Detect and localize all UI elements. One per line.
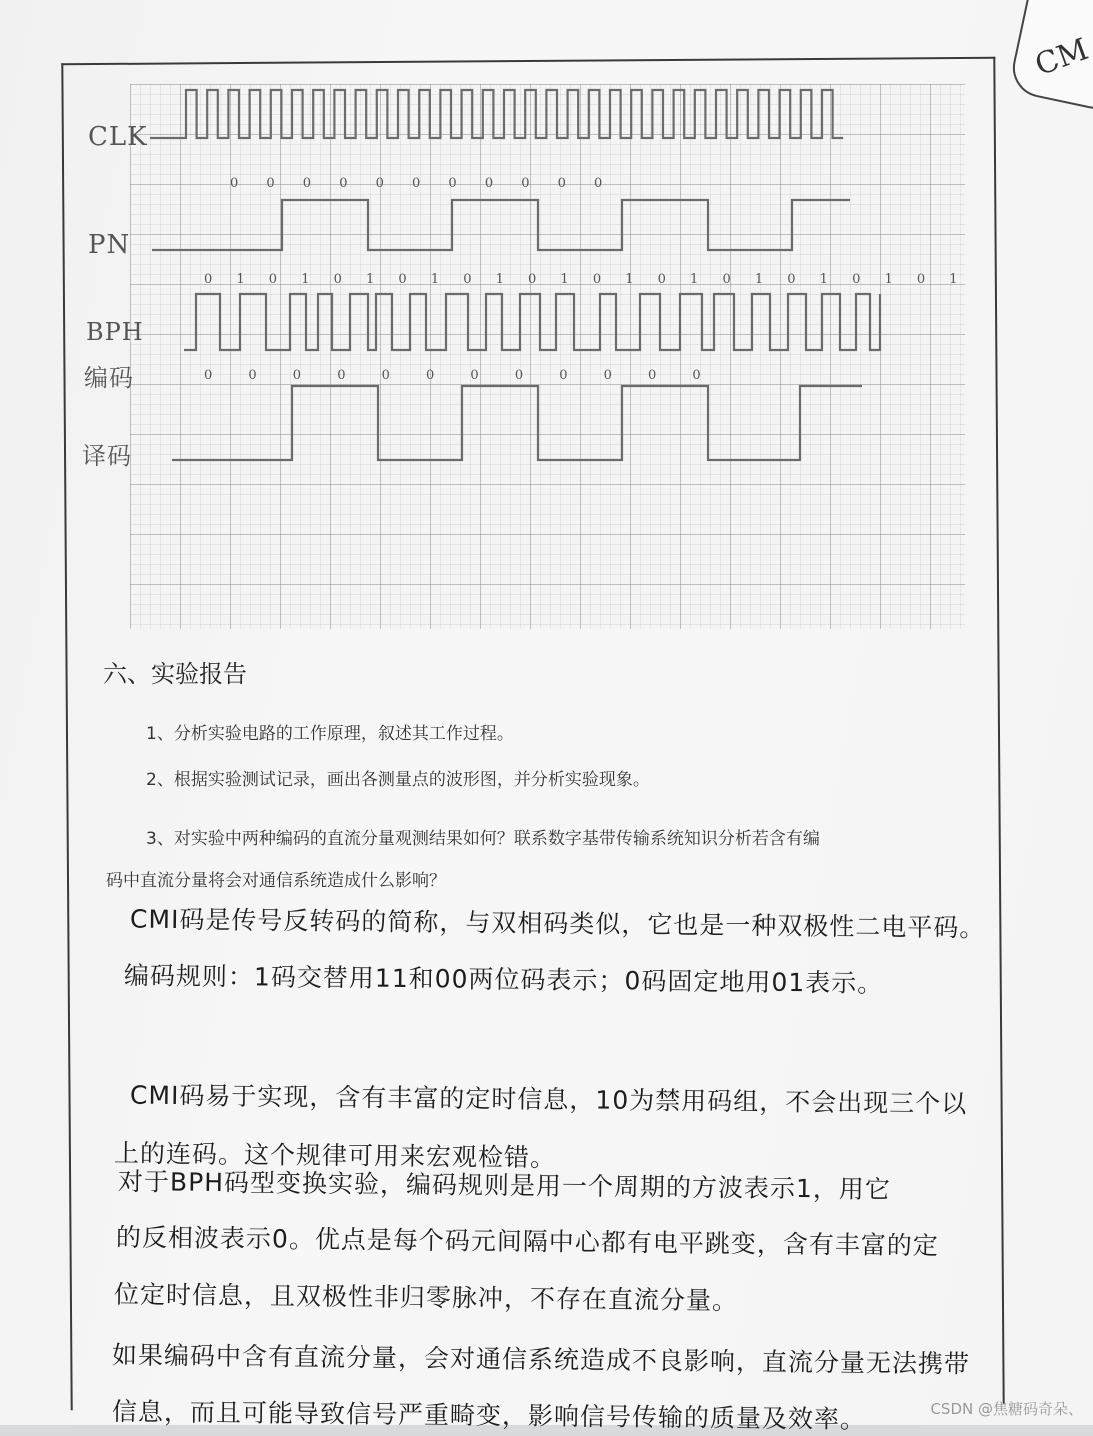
waveform-drawing: [0, 0, 1093, 640]
answer-line-7: 位定时信息，且双极性非归零脉冲，不存在直流分量。: [113, 1279, 739, 1316]
answer-line-4: 上的连码。这个规律可用来宏观检错。: [113, 1138, 557, 1173]
answer-line-1: CMI码是传号反转码的简称，与双相码类似，它也是一种双极性二电平码。: [129, 904, 986, 943]
answer-line-9: 信息，而且可能导致信号严重畸变，影响信号传输的质量及效率。: [111, 1397, 867, 1434]
bph-bit-marks: 0 1 0 1 0 1 0 1 0 1 0 1 0 1 0 1 0 1 0 1 0 1 0 1: [204, 272, 968, 287]
bph-label: BPH: [86, 318, 144, 346]
question-3-continued: 码中直流分量将会对通信系统造成什么影响？: [106, 871, 446, 891]
pn-label: PN: [88, 230, 131, 260]
pn-waveform: [152, 200, 850, 250]
answer-line-2: 编码规则：1码交替用11和00两位码表示；0码固定地用01表示。: [123, 961, 884, 998]
question-3: 3、对实验中两种编码的直流分量观测结果如何？联系数字基带传输系统知识分析若含有编: [146, 829, 820, 849]
question-1: 1、分析实验电路的工作原理，叙述其工作过程。: [146, 724, 514, 744]
decode-bit-marks: 0 0 0 0 0 0 0 0 0 0 0 0: [204, 368, 717, 383]
decode-label: 译码: [82, 442, 132, 470]
watermark: CSDN @焦糖码奇朵、: [930, 1400, 1083, 1418]
bph-waveform: [184, 294, 880, 350]
decode-waveform: [172, 386, 862, 460]
section-title: 六、实验报告: [103, 660, 247, 688]
bph-encode-label: 编码: [84, 364, 134, 392]
clk-waveform: [150, 90, 843, 138]
answer-line-5: 对于BPH码型变换实验，编码规则是用一个周期的方波表示1，用它: [117, 1166, 892, 1205]
answer-line-8: 如果编码中含有直流分量，会对通信系统造成不良影响，直流分量无法携带: [111, 1340, 971, 1379]
answer-line-3: CMI码易于实现，含有丰富的定时信息，10为禁用码组，不会出现三个以: [129, 1080, 968, 1119]
clk-label: CLK: [88, 122, 148, 152]
pn-bit-marks: 0 0 0 0 0 0 0 0 0 0 0: [230, 176, 615, 191]
answer-line-6: 的反相波表示0。优点是每个码元间隔中心都有电平跳变，含有丰富的定: [115, 1222, 940, 1261]
question-2: 2、根据实验测试记录，画出各测量点的波形图，并分析实验现象。: [146, 770, 650, 790]
adjacent-page-text: CM: [1030, 31, 1093, 84]
